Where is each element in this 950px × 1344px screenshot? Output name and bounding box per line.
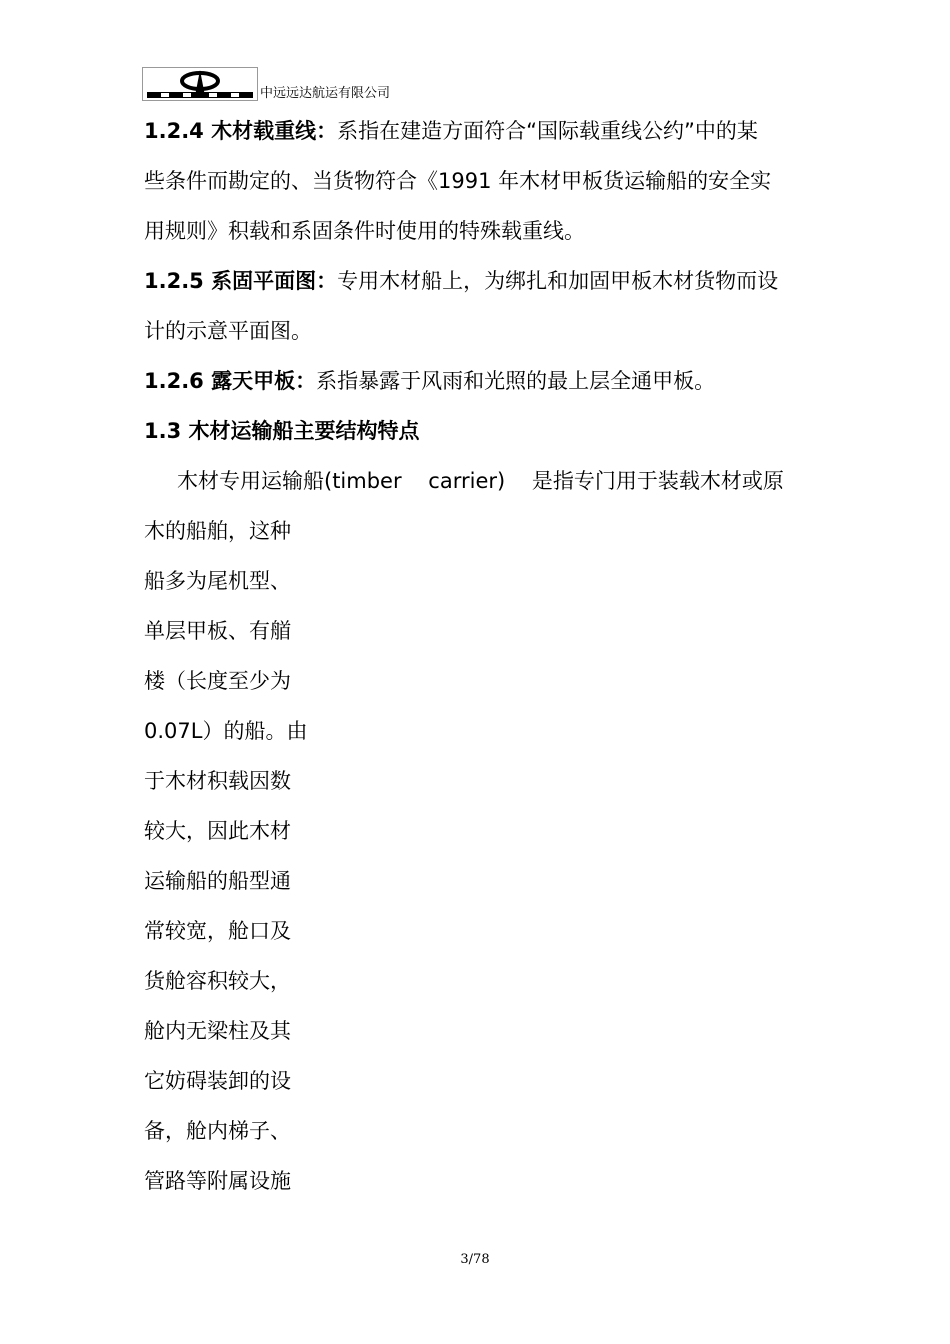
paragraph-line: 木的船舶，这种 [144,519,291,543]
paragraph-line: 舱内无梁柱及其 [144,1019,291,1043]
paragraph-line: 单层甲板、有艏 [144,619,291,643]
text-line [144,366,715,396]
company-logo [142,67,258,101]
paragraph-line: 备，舱内梯子、 [144,1119,291,1143]
section-title: 1.3 木材运输船主要结构特点 [144,419,420,443]
paragraph-text: 专用木材船上，为绑扎和加固甲板木材货物而设 [337,269,779,293]
section-heading: 1.2.4 木材载重线： [144,119,338,143]
paragraph-line: 管路等附属设施 [144,1169,291,1193]
section-heading: 1.2.5 系固平面图： [144,269,338,293]
paragraph-first-line: 木材专用运输船(timber carrier) 是指专门用于装载木材或原 [177,469,784,493]
cosco-logo-icon [143,68,257,100]
paragraph-line: 计的示意平面图。 [144,319,312,343]
paragraph-line: 较大，因此木材 [144,819,291,843]
paragraph-line: 船多为尾机型、 [144,569,291,593]
paragraph-line: 些条件而勘定的、当货物符合《1991 年木材甲板货运输船的安全实 [144,169,772,193]
paragraph-line: 用规则》积载和系固条件时使用的特殊载重线。 [144,219,585,243]
company-name: 中远远达航运有限公司 [260,86,391,101]
section-heading: 1.2.6 露天甲板： [144,369,317,393]
paragraph-text: 系指在建造方面符合“国际载重线公约”中的某 [337,119,758,143]
paragraph-line: 运输船的船型通 [144,869,291,893]
paragraph-line: 楼（长度至少为 [144,669,291,693]
paragraph-text: 系指暴露于风雨和光照的最上层全通甲板。 [316,369,716,393]
paragraph-line: 货舱容积较大， [144,969,291,993]
text-line [144,116,758,146]
page-number: 3/78 [460,1252,490,1267]
paragraph-line: 0.07L）的船。由 [144,719,308,743]
paragraph-line: 常较宽，舱口及 [144,919,291,943]
paragraph-line: 它妨碍装卸的设 [144,1069,291,1093]
paragraph-line: 于木材积载因数 [144,769,291,793]
page-header [142,67,390,101]
text-line [144,266,778,296]
